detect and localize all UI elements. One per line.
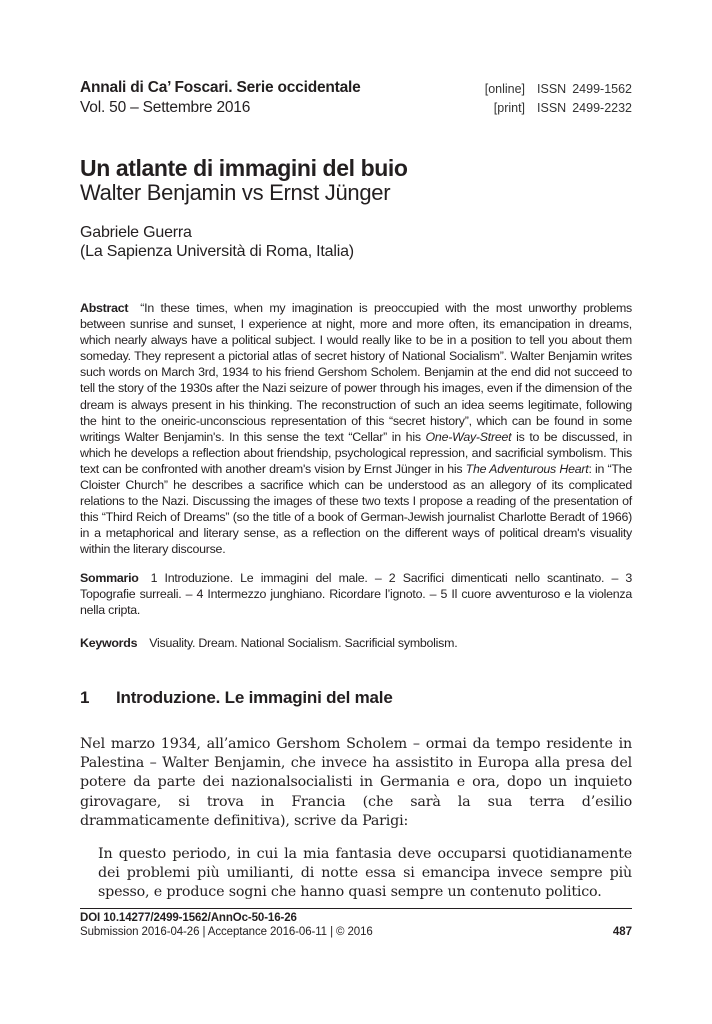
sommario (80, 570, 632, 618)
abstract-text-3: : in “The Cloister Church” he describes a sacrifice which can be understood as an allegory of its complicated relations to the Nazi. Discussing the images of these two texts I propose a reading of the presentation of this “Third Reich of Dreams” (so the title of a book of German-Jewish journalist Charlotte Beradt of 1966) in a metaphorical and literary sense, as a reflection on the different ways of political dream's visuality within the literary discourse. (80, 461, 632, 557)
issn-print-number: 2499-2232 (572, 101, 632, 115)
section-title: Introduzione. Le immagini del male (116, 688, 393, 707)
block-quote: In questo periodo, in cui la mia fantasia deve occuparsi quotidianamente dei problemi più umilianti, di notte essa si emancipa invece sempre più spesso, e produce sogni che hanno quasi sempre un contenuto politico. (98, 846, 632, 901)
abstract-italic-1: One-Way-Street (425, 429, 512, 444)
section-number: 1 (80, 688, 90, 707)
issn-online-number: 2499-1562 (572, 82, 632, 96)
article-title: Un atlante di immagini del buio (80, 155, 408, 181)
issn-online-type: ISSN (537, 82, 567, 96)
author-name: Gabriele Guerra (80, 224, 192, 241)
article-subtitle: Walter Benjamin vs Ernst Jünger (80, 180, 391, 205)
sommario-label: Sommario (80, 571, 139, 585)
doi: DOI 10.14277/2499-1562/AnnOc-50-16-26 (80, 912, 297, 924)
keywords-text: Visuality. Dream. National Socialism. Sacrificial symbolism. (149, 636, 458, 650)
abstract-text-2: is to be discussed, in which he develops a reflection about friendship, psychological repression, and sacrificial symbolism. This text can be confronted with another dream's vision by Ernst Jünger in his (80, 429, 632, 476)
issn-print-label: [print] (493, 101, 526, 115)
keywords (80, 635, 632, 651)
author-affiliation: (La Sapienza Università di Roma, Italia) (80, 243, 354, 260)
body-paragraph: Nel marzo 1934, all’amico Gershom Scholem – ormai da tempo residente in Palestina – Walter Benjamin, che invece ha assistito in Europa alla presa del potere da parte dei nazionalsocialisti in Germania e ora, dopo un inquieto girovagare, si trova in Francia (che sarà la sua terra d’esilio drammaticamente definitiva), scrive da Parigi: (80, 736, 632, 829)
journal-title: Annali di Ca’ Foscari. Serie occidentale (80, 79, 361, 96)
abstract-italic-2: The Adventurous Heart (465, 461, 589, 476)
journal-volume: Vol. 50 – Settembre 2016 (80, 99, 251, 116)
page-number: 487 (612, 926, 632, 938)
sommario-text: 1 Introduzione. Le immagini del male. – 2 Sacrifici dimenticati nello scantinato. – 3 Topografie surreali. – 4 Intermezzo junghiano. Ricordare l’ignoto. – 5 Il cuore avventuroso e la violenza nella cripta. (80, 571, 632, 618)
issn-print-type: ISSN (537, 101, 567, 115)
footer-divider (80, 908, 632, 909)
abstract-label: Abstract (80, 301, 129, 315)
section-heading (80, 688, 393, 708)
abstract-text-1: “In these times, when my imagination is preoccupied with the most unworthy problems between sunrise and sunset, I experience at night, more and more often, its emancipation in dreams, which nearly always have a political subject. I would really like to be in a position to tell you about them someday. They represent a pictorial atlas of secret history of National Socialism”. Walter Benjamin writes such words on March 3rd, 1934 to his friend Gershom Scholem. Benjamin at the end did not succeed to tell the story of the 1930s after the Nazi seizure of power through his images, even if the dimension of the dream is always present in his thinking. The reconstruction of such an idea seems legitimate, following the hint to the oneiric-unconscious representation of this “secret history”, which can be found in some writings Walter Benjamin's. In this sense the text “Cellar” in his (80, 301, 632, 444)
keywords-label: Keywords (80, 636, 138, 650)
abstract (80, 300, 632, 558)
issn-online-label: [online] (484, 82, 526, 96)
issn-print (494, 101, 632, 115)
issn-online (485, 82, 632, 96)
submission-info: Submission 2016-04-26 | Acceptance 2016-06-11 | © 2016 (80, 926, 373, 938)
